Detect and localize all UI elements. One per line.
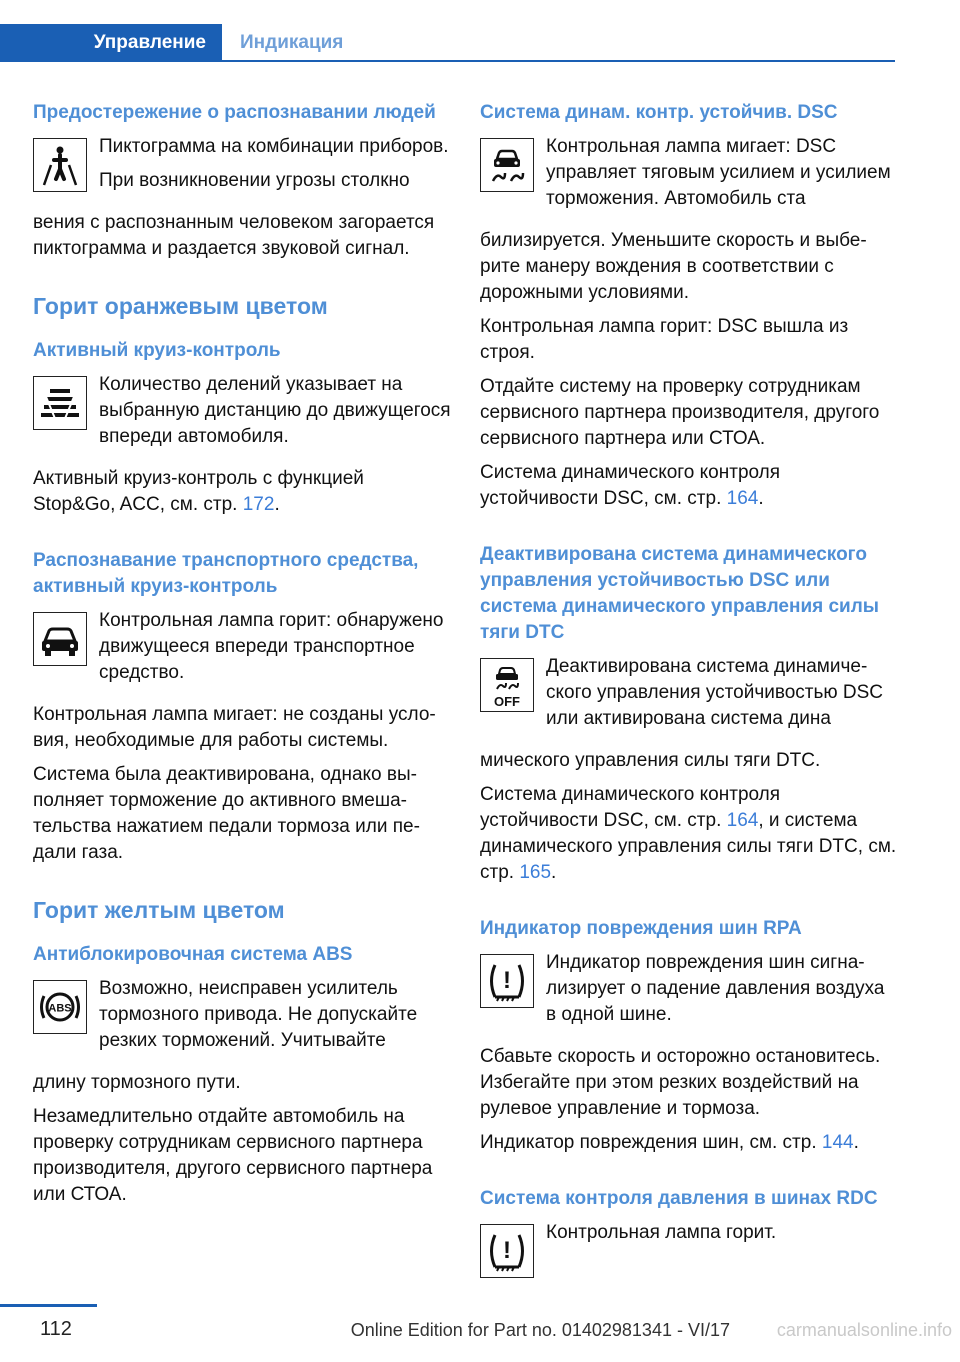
paragraph: Система была деактивирована, однако выполняет торможение до активного вмешательства нажатием педали тормоза или педали газа. <box>33 764 420 863</box>
header-divider <box>0 60 895 62</box>
page-header <box>0 0 960 62</box>
page-link[interactable]: 172 <box>242 494 275 515</box>
paragraph: Контрольная лампа горит. <box>546 1222 777 1243</box>
paragraph: Пиктограмма на комбинации приборов. <box>99 136 449 157</box>
paragraph: Сбавьте скорость и осторожно остановитесь. Избегайте при этом резких воздействий на рулевое управление и тормоза. <box>480 1046 881 1119</box>
tire-warning-icon <box>480 954 534 1008</box>
section-title: Система динам. контр. устойчив. DSC <box>480 102 838 123</box>
section-title: Система контроля давления в шинах RDC <box>480 1188 878 1209</box>
paragraph: Контрольная лампа мигает: не созданы условия, необходимые для работы системы. <box>33 704 436 751</box>
paragraph: Отдайте систему на проверку сотрудникам сервисного партнера производителя, другого сервисного партнера или СТОА. <box>480 376 880 449</box>
svg-text:!: ! <box>503 1237 511 1264</box>
heading-yellow: Горит желтым цветом <box>33 897 285 923</box>
svg-text:OFF: OFF <box>494 694 520 709</box>
dsc-off-icon <box>480 658 534 712</box>
tab-upravlenie[interactable]: Управление <box>0 24 222 62</box>
edition-note: Online Edition for Part no. 01402981341 - VI/17 <box>350 1320 730 1340</box>
paragraph: Индикатор повреждения шин сигнализирует о падение давления воздуха в одной шине. <box>546 952 885 1025</box>
page-link[interactable]: 144 <box>821 1132 854 1153</box>
page-link[interactable]: 165 <box>519 862 552 883</box>
svg-text:!: ! <box>503 967 511 994</box>
paragraph: Количество делений указывает на выбранную дистанцию до движущегося впереди автомобиля. <box>99 374 451 447</box>
section-dsc-off <box>480 542 898 886</box>
section-active-cruise-control <box>33 338 451 518</box>
page-link[interactable]: 164 <box>726 488 759 509</box>
section-vehicle-detection <box>33 548 451 866</box>
paragraph: Контрольная лампа горит: DSC вышла из строя. <box>480 316 849 363</box>
paragraph: Деактивирована система динамического управления устойчивостью DSC или активирована система дина <box>546 656 884 729</box>
pedestrian-warning-icon <box>33 138 87 192</box>
paragraph: Индикатор повреждения шин, см. стр. 144. <box>480 1132 859 1153</box>
abs-icon <box>33 980 87 1034</box>
heading-orange: Горит оранжевым цветом <box>33 293 328 319</box>
section-title: Активный круиз-контроль <box>33 340 281 361</box>
paragraph: При возникновении угрозы столкно <box>99 170 410 191</box>
section-rdc <box>480 1186 898 1278</box>
section-title: Индикатор повреждения шин RPA <box>480 918 802 939</box>
paragraph: Незамедлительно отдайте автомобиль на проверку сотрудникам сервисного партнера производителя, другого сервисного партнера или СТОА. <box>33 1106 433 1205</box>
paragraph: билизируется. Уменьшите скорость и выберите манеру вождения в соответствии с дорожными условиями. <box>480 230 867 303</box>
distance-bars-icon <box>33 376 87 430</box>
section-rpa <box>480 916 898 1156</box>
tire-pressure-icon <box>480 1224 534 1278</box>
paragraph: Активный круиз-контроль с функцией Stop&Go, ACC, см. стр. 172. <box>33 468 364 515</box>
paragraph: Возможно, неисправен усилитель тормозного привода. Не допускайте резких торможений. Учитывайте <box>99 978 418 1051</box>
section-title: Предостережение о распознавании людей <box>33 102 436 123</box>
paragraph: Контрольная лампа горит: обнаружено движущееся впереди транспортное средство. <box>99 610 444 683</box>
paragraph: Система динамического контроля устойчивости DSC, см. стр. 164, и система динамического управления силы тяги DTC, см. стр. 165. <box>480 784 897 883</box>
dsc-skid-icon <box>480 138 534 192</box>
paragraph: длину тормозного пути. <box>33 1072 241 1093</box>
paragraph: Система динамического контроля устойчивости DSC, см. стр. 164. <box>480 462 781 509</box>
car-ahead-icon <box>33 612 87 666</box>
page-number: 112 <box>40 1318 72 1340</box>
section-abs <box>33 942 451 1208</box>
section-pedestrian-warning <box>33 100 451 262</box>
section-dsc <box>480 100 898 512</box>
paragraph: вения с распознанным человеком загорается пиктограмма и раздается звуковой сигнал. <box>33 212 435 259</box>
section-title: Деактивирована система динамического управления устойчивостью DSC или система динамического управления силы тяги DTC <box>480 544 880 643</box>
watermark: carmanualsonline.info <box>776 1320 952 1340</box>
footer-divider <box>0 1304 97 1307</box>
page-link[interactable]: 164 <box>726 810 759 831</box>
section-title: Распознавание транспортного средства, активный круиз-контроль <box>33 550 419 597</box>
paragraph: Контрольная лампа мигает: DSC управляет тяговым усилием и усилием торможения. Автомобиль ста <box>546 136 891 209</box>
section-title: Антиблокировочная система ABS <box>33 944 353 965</box>
tab-indikatsiya[interactable]: Индикация <box>240 32 344 53</box>
paragraph: мического управления силы тяги DTC. <box>480 750 821 771</box>
right-column <box>480 100 898 1308</box>
left-column <box>33 100 451 1238</box>
svg-text:ABS: ABS <box>48 1002 72 1015</box>
